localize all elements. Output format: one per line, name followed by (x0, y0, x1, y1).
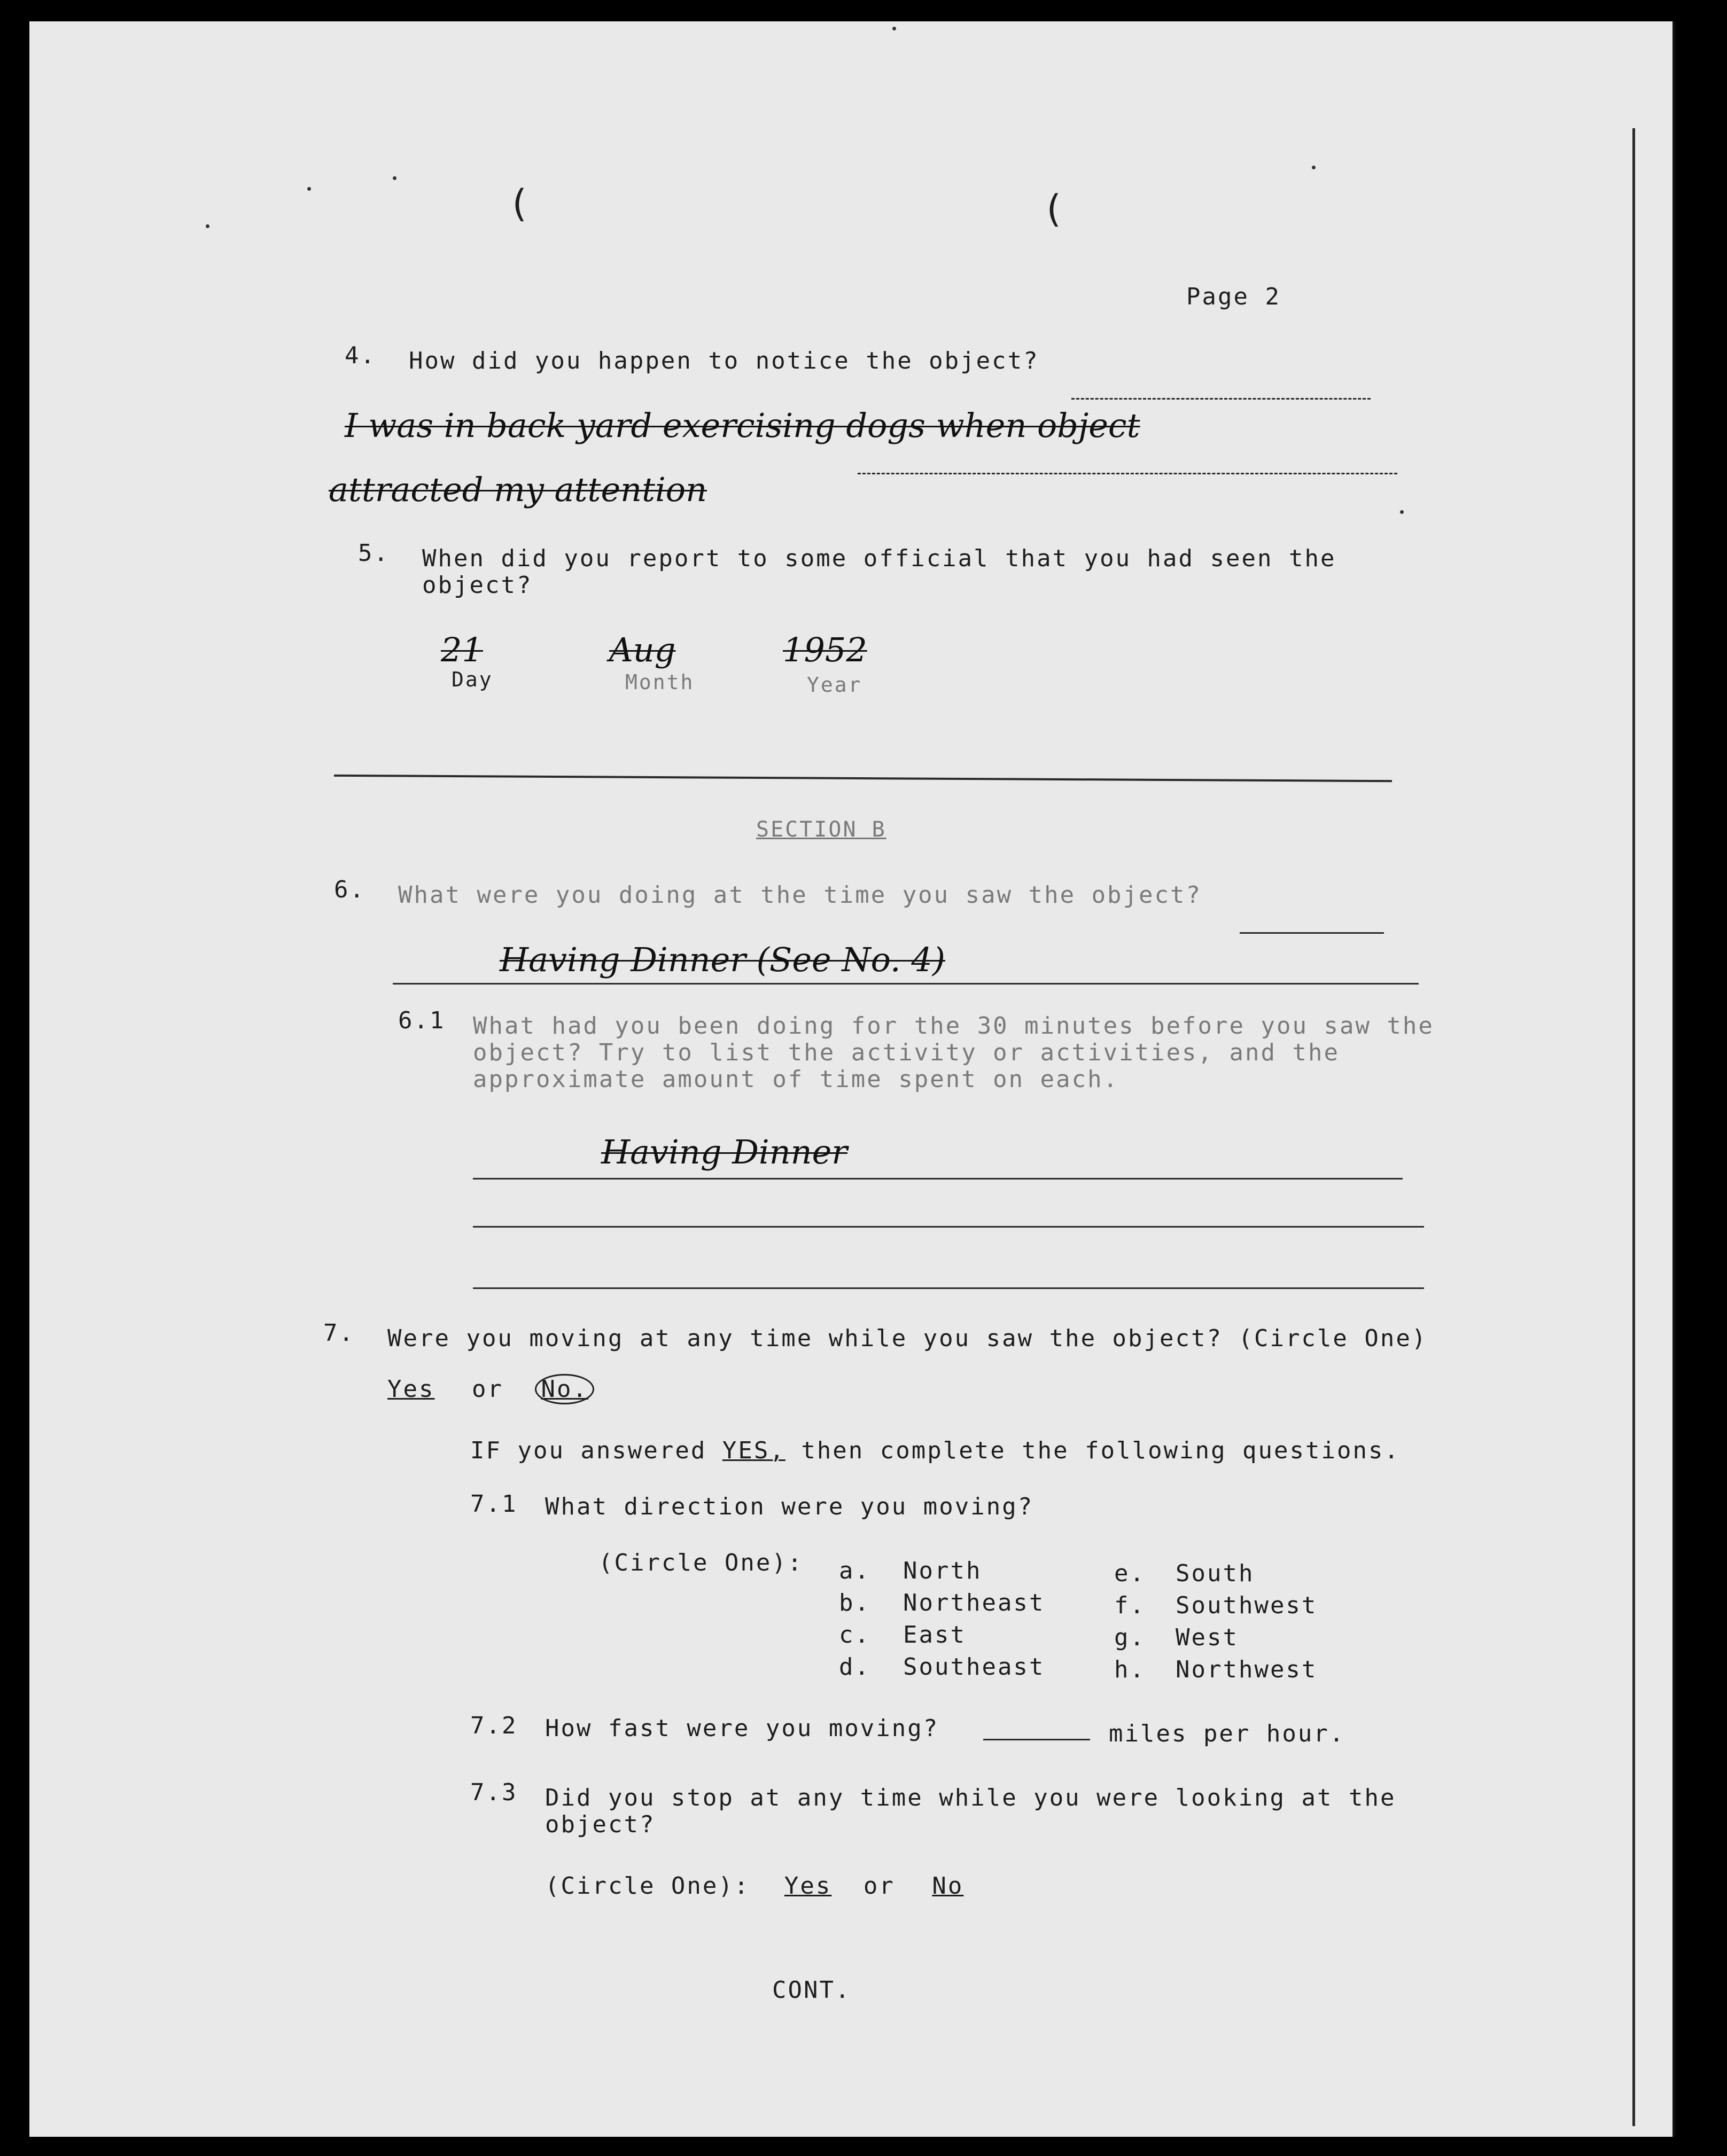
page-number: Page 2 (1186, 283, 1281, 310)
q7-3-question-line2: object? (545, 1811, 656, 1838)
q7-question: Were you moving at any time while you saw the object? (Circle One) (387, 1325, 1428, 1352)
q4-question: How did you happen to notice the object? (409, 347, 1039, 374)
speck (393, 176, 396, 180)
paren-mark: ( (508, 182, 532, 225)
speck (1312, 166, 1316, 169)
q7-1-option-letter-e: e. (1114, 1560, 1146, 1587)
q6-answer-line (393, 983, 1419, 985)
continued-footer: CONT. (772, 1977, 851, 2004)
q7-number: 7. (323, 1319, 355, 1347)
q6-1-handwritten-answer: Having Dinner (601, 1132, 847, 1171)
q4-handwritten-answer-line2: attracted my attention (329, 470, 707, 509)
speck (206, 224, 209, 228)
page-edge-line (1632, 128, 1635, 2126)
q7-2-speed-blank (983, 1739, 1090, 1740)
q6-1-answer-line1 (473, 1178, 1403, 1179)
q6-1-answer-line2 (473, 1226, 1424, 1228)
q6-1-question-line2: object? Try to list the activity or activities, and the (473, 1039, 1340, 1066)
q7-3-no-option: No (932, 1872, 964, 1900)
q7-3-circle-prompt: (Circle One): (545, 1872, 750, 1900)
q5-question-line2: object? (422, 572, 533, 599)
q7-1-option-letter-b: b. (839, 1589, 870, 1616)
q5-month-value: Aug (609, 630, 676, 669)
q7-or-text: or (471, 1376, 503, 1403)
q7-3-options-line (545, 1872, 963, 1900)
q6-handwritten-answer: Having Dinner (See No. 4) (500, 940, 945, 979)
q7-1-option-label-e: South (1176, 1560, 1255, 1587)
q7-3-yes-option: Yes (784, 1872, 832, 1900)
q4-handwritten-answer-line1: I was in back yard exercising dogs when object (345, 406, 1140, 445)
q5-day-value: 21 (441, 630, 483, 669)
q6-question: What were you doing at the time you saw the object? (398, 881, 1202, 909)
section-heading: SECTION B (756, 817, 886, 842)
q5-month-label: Month (625, 670, 695, 694)
q7-1-circle-prompt: (Circle One): (598, 1549, 804, 1576)
q7-1-option-letter-c: c. (839, 1621, 870, 1649)
q7-1-option-letter-d: d. (839, 1653, 870, 1681)
q7-1-option-label-f: Southwest (1176, 1592, 1318, 1619)
q7-conditional-line (470, 1437, 1400, 1464)
q7-1-option-letter-a: a. (839, 1557, 870, 1584)
q7-1-option-label-c: East (903, 1621, 966, 1649)
q6-answer-blank (1240, 932, 1384, 934)
q7-1-question: What direction were you moving? (545, 1493, 1034, 1520)
q7-if-text: IF you answered (470, 1437, 707, 1464)
q7-yes-option: Yes (387, 1376, 435, 1403)
q7-no-option-circled: No. (535, 1374, 594, 1404)
q7-1-option-letter-g: g. (1114, 1624, 1146, 1651)
q7-1-option-label-g: West (1176, 1624, 1239, 1651)
q6-1-number: 6.1 (398, 1007, 446, 1034)
q7-2-question: How fast were you moving? (545, 1715, 939, 1742)
q7-1-option-letter-h: h. (1114, 1656, 1146, 1683)
q7-3-number: 7.3 (470, 1779, 518, 1806)
page-border (1672, 21, 1675, 2137)
period-mark (1400, 510, 1404, 514)
q7-1-option-label-d: Southeast (903, 1653, 1045, 1681)
q5-number: 5. (358, 540, 390, 567)
q7-1-option-label-h: Northwest (1176, 1656, 1318, 1683)
q7-2-unit: miles per hour. (1109, 1720, 1345, 1747)
document-page (29, 21, 1675, 2137)
q7-option-line (387, 1376, 594, 1403)
q7-2-number: 7.2 (470, 1712, 518, 1739)
speck (892, 27, 896, 30)
q5-year-label: Year (807, 673, 862, 697)
q7-1-option-label-b: Northeast (903, 1589, 1045, 1616)
q4-answer-line (858, 473, 1397, 474)
q5-day-label: Day (452, 668, 493, 691)
q6-1-answer-line3 (473, 1287, 1424, 1289)
q7-3-or-text: or (863, 1872, 895, 1900)
q5-question-line1: When did you report to some official that you had seen the (422, 545, 1336, 572)
paren-mark: ( (1042, 187, 1067, 231)
q7-1-option-label-a: North (903, 1557, 982, 1584)
q5-year-value: 1952 (783, 630, 867, 669)
q7-if-yes: YES, (722, 1437, 785, 1464)
q6-1-question-line1: What had you been doing for the 30 minutes before you saw the (473, 1012, 1434, 1040)
q7-1-option-letter-f: f. (1114, 1592, 1146, 1619)
section-divider-line (334, 775, 1392, 782)
q7-1-number: 7.1 (470, 1490, 518, 1518)
q7-3-question-line1: Did you stop at any time while you were looking at the (545, 1784, 1396, 1811)
q6-1-question-line3: approximate amount of time spent on each. (473, 1066, 1119, 1093)
q4-number: 4. (345, 342, 376, 369)
q4-answer-blank (1071, 398, 1371, 400)
q7-if-text-after: then complete the following questions. (801, 1437, 1400, 1464)
q6-number: 6. (334, 876, 365, 903)
speck (307, 187, 311, 191)
